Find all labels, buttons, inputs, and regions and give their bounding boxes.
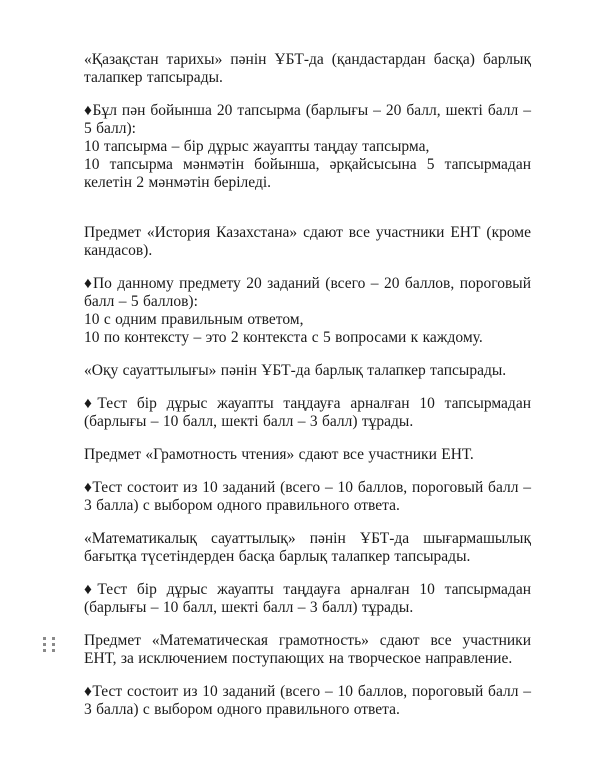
drag-handle-dot — [43, 643, 46, 646]
paragraph: 10 с одним правильным ответом, — [84, 311, 304, 328]
text-block-history-kazakhstan-ru-details — [84, 275, 531, 347]
document-body — [84, 51, 531, 734]
text-block-kazakhstan-history-kk — [84, 51, 531, 87]
paragraph: 10 тапсырма мәнмәтін бойынша, әрқайсысына 5 тапсырмадан келетін 2 мәнмәтін беріледі. — [84, 156, 531, 191]
paragraph: «Математикалық сауаттылық» пәнін ҰБТ-да шығармашылық бағытқа түсетіндерден басқа барлық талапкер тапсырады. — [84, 530, 531, 565]
text-block-reading-literacy-kk — [84, 362, 531, 380]
paragraph: «Оқу сауаттылығы» пәнін ҰБТ-да барлық талапкер тапсырады. — [84, 362, 507, 379]
paragraph: ♦Тест бір дұрыс жауапты таңдауға арналған 10 тапсырмадан (барлығы – 10 балл, шекті балл – 3 балл) тұрады. — [84, 581, 531, 616]
paragraph: ♦Тест состоит из 10 заданий (всего – 10 баллов, пороговый балл – 3 балла) с выбором одного правильного ответа. — [84, 683, 531, 718]
text-block-history-kazakhstan-ru — [84, 224, 531, 260]
text-block-reading-literacy-ru — [84, 446, 531, 464]
drag-handle-dot — [52, 643, 55, 646]
text-block-math-literacy-ru — [84, 632, 531, 668]
paragraph: 10 тапсырма – бір дұрыс жауапты таңдау тапсырма, — [84, 138, 430, 155]
drag-handle-dot — [52, 649, 55, 652]
text-block-math-literacy-kk — [84, 530, 531, 566]
paragraph: ♦Бұл пән бойынша 20 тапсырма (барлығы – 20 балл, шекті балл – 5 балл): — [84, 102, 531, 137]
text-block-math-literacy-ru-details — [84, 683, 531, 719]
paragraph: ♦По данному предмету 20 заданий (всего – 20 баллов, пороговый балл – 5 баллов): — [84, 275, 531, 310]
drag-handle-icon[interactable] — [43, 637, 55, 652]
paragraph: Предмет «Математическая грамотность» сдают все участники ЕНТ, за исключением поступающих на творческое направление. — [84, 632, 531, 667]
text-block-reading-literacy-kk-details — [84, 395, 531, 431]
paragraph: 10 по контексту – это 2 контекста с 5 вопросами к каждому. — [84, 329, 483, 346]
drag-handle-dot — [43, 649, 46, 652]
drag-handle-dot — [52, 637, 55, 640]
drag-handle-dot — [43, 637, 46, 640]
paragraph: ♦Тест бір дұрыс жауапты таңдауға арналған 10 тапсырмадан (барлығы – 10 балл, шекті балл – 3 балл) тұрады. — [84, 395, 531, 430]
text-block-kazakhstan-history-kk-details — [84, 102, 531, 192]
paragraph: ♦Тест состоит из 10 заданий (всего – 10 баллов, пороговый балл – 3 балла) с выбором одного правильного ответа. — [84, 479, 531, 514]
paragraph: Предмет «Грамотность чтения» сдают все участники ЕНТ. — [84, 446, 474, 463]
text-block-reading-literacy-ru-details — [84, 479, 531, 515]
paragraph: «Қазақстан тарихы» пәнін ҰБТ-да (қандастардан басқа) барлық талапкер тапсырады. — [84, 51, 531, 86]
paragraph: Предмет «История Казахстана» сдают все участники ЕНТ (кроме кандасов). — [84, 224, 531, 259]
text-block-math-literacy-kk-details — [84, 581, 531, 617]
